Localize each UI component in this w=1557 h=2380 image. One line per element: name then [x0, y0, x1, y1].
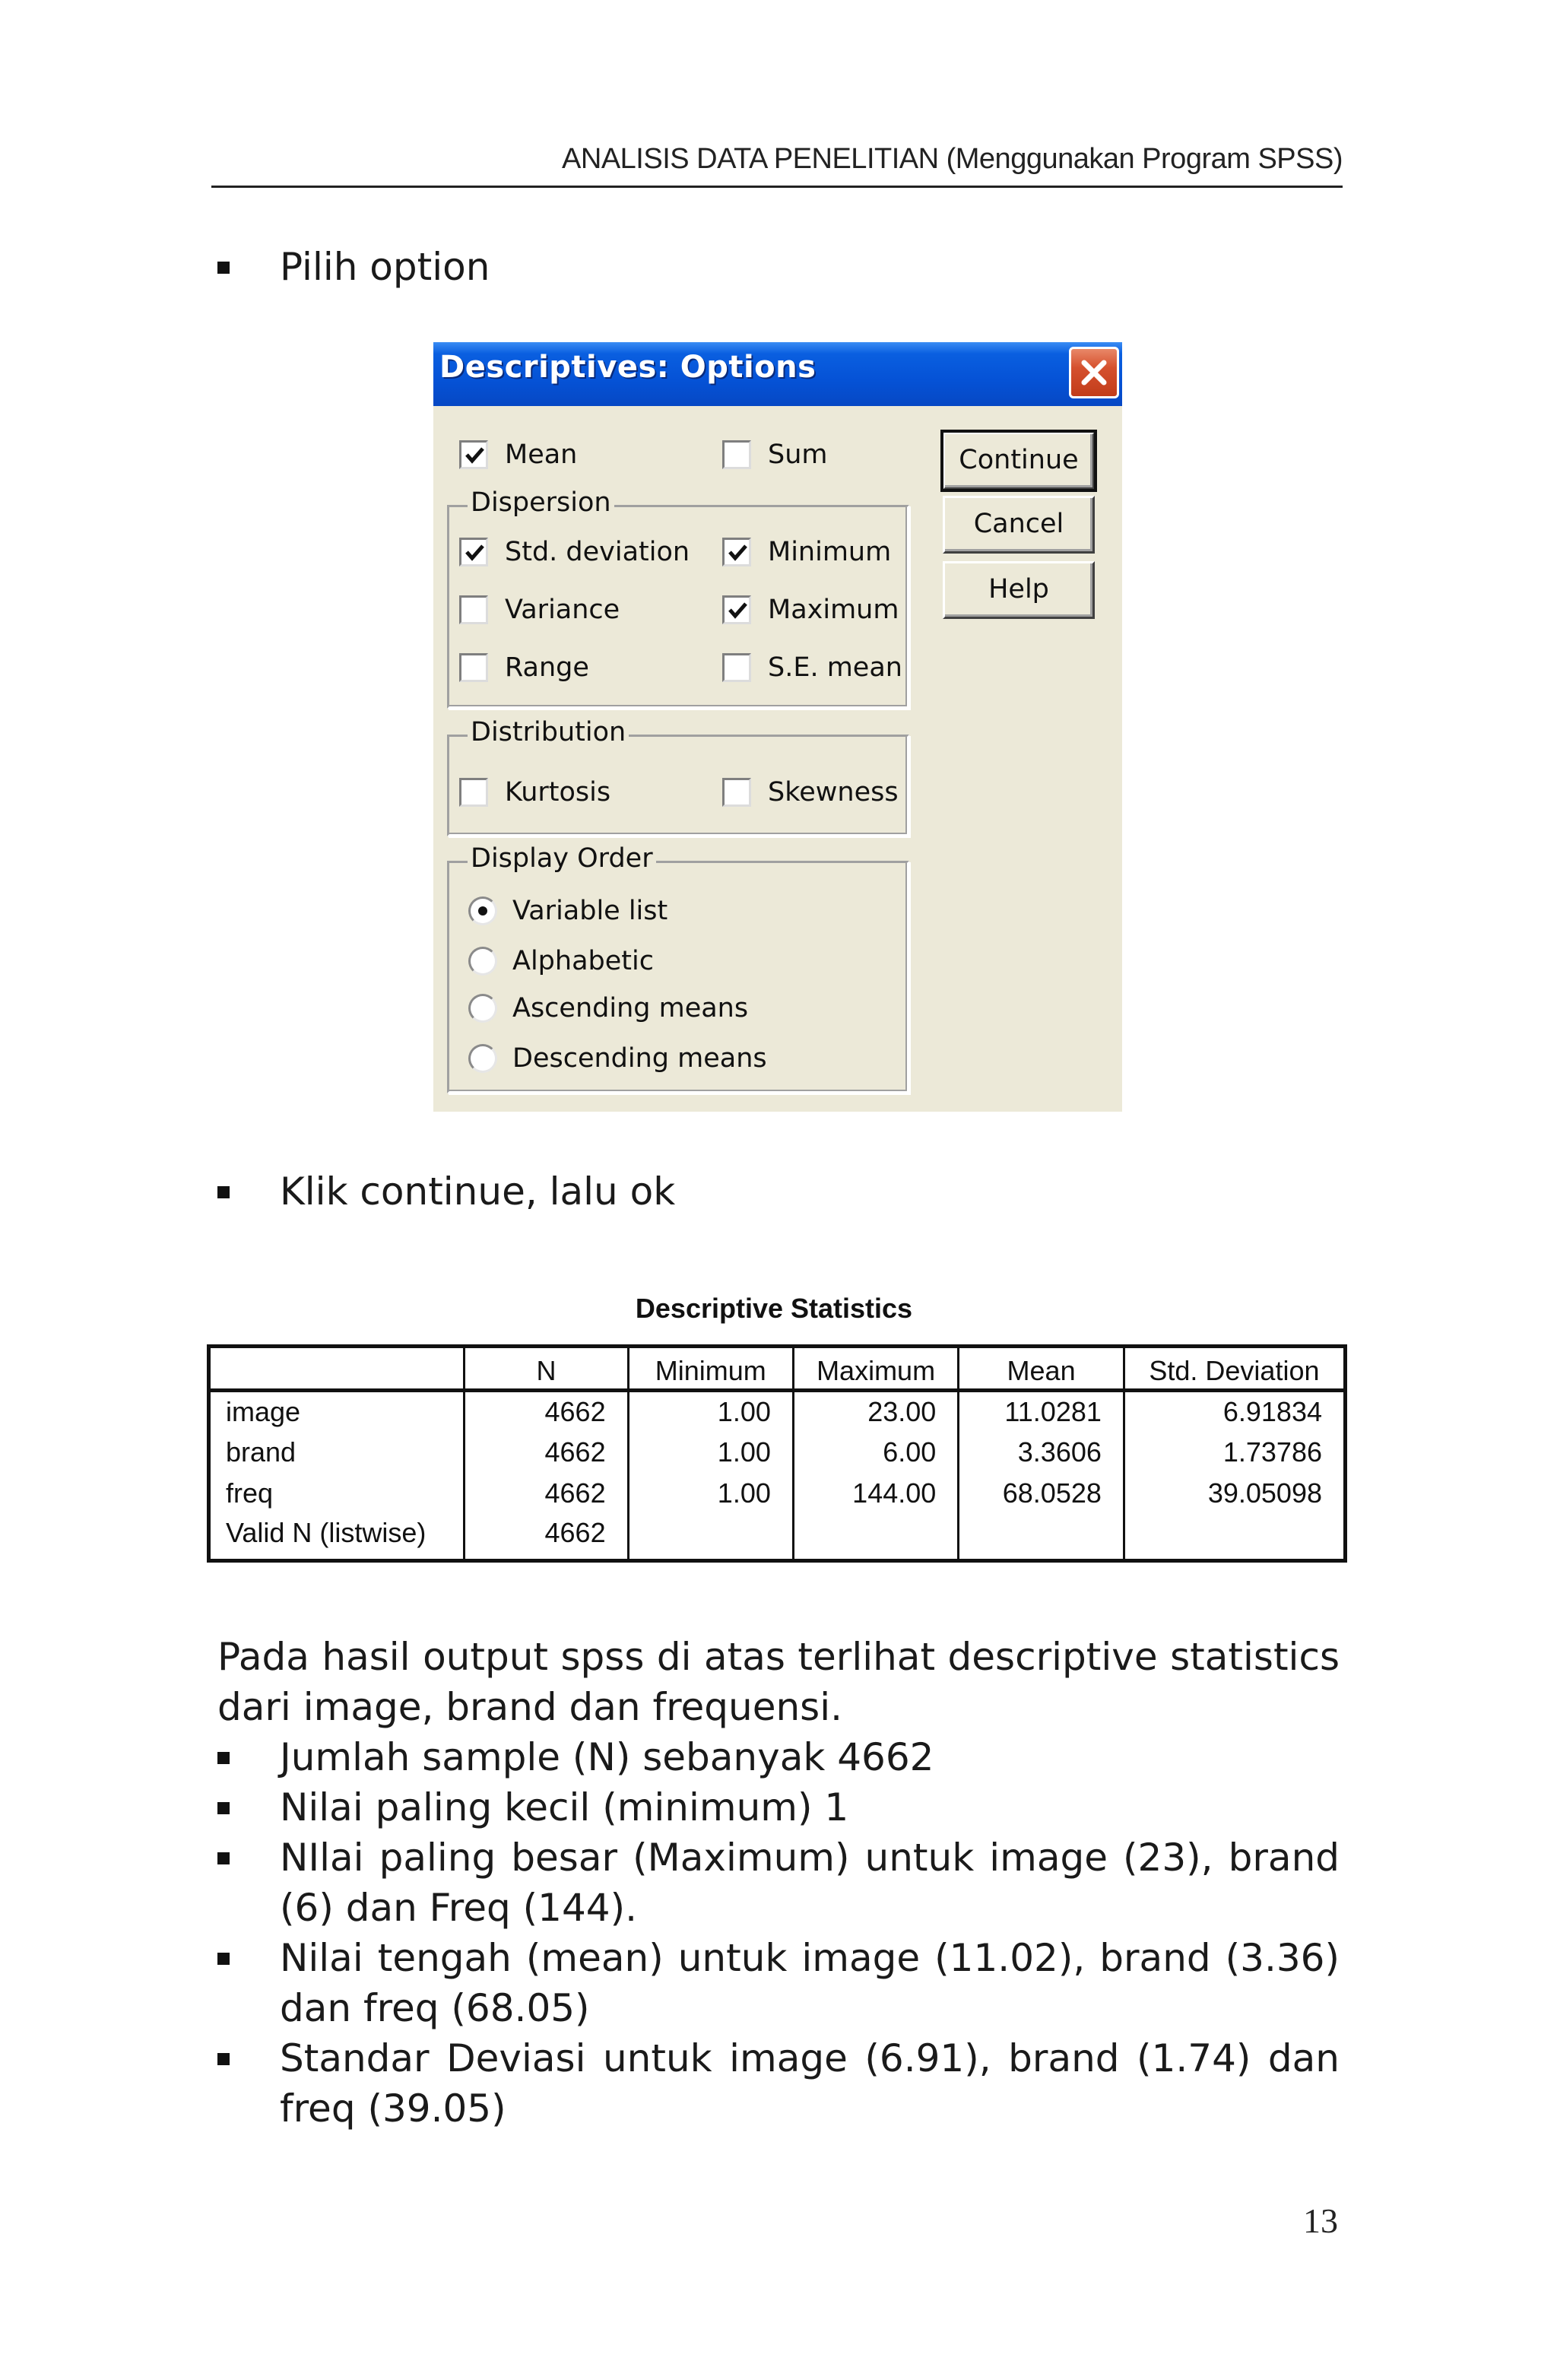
list-item	[217, 1782, 1340, 1833]
checkmark-icon	[726, 599, 749, 622]
cell-maximum: 6.00	[793, 1432, 958, 1473]
maximum-checkbox[interactable]	[722, 595, 899, 625]
cell-std-deviation: 6.91834	[1124, 1391, 1345, 1432]
cell-minimum: 1.00	[628, 1432, 793, 1473]
cancel-button[interactable]: Cancel	[943, 496, 1095, 554]
cell-mean: 3.3606	[959, 1432, 1124, 1473]
checkbox-box	[459, 653, 488, 682]
bullet-square-icon	[217, 1752, 230, 1764]
checkbox-label: S.E. mean	[768, 652, 902, 683]
step-text: Pilih option	[280, 245, 490, 289]
page-number: 13	[1303, 2201, 1338, 2240]
skewness-checkbox[interactable]	[722, 777, 899, 808]
checkbox-label: Sum	[768, 440, 828, 470]
checkbox-label: Range	[505, 652, 589, 683]
distribution-legend: Distribution	[468, 717, 629, 747]
help-button[interactable]: Help	[943, 561, 1095, 619]
close-icon	[1078, 357, 1110, 389]
descriptives-options-dialog	[433, 342, 1122, 1112]
dialog-titlebar[interactable]	[433, 342, 1122, 406]
checkbox-label: Std. deviation	[505, 537, 690, 567]
bullet-square-icon	[217, 2053, 230, 2065]
row-label: brand	[209, 1432, 465, 1473]
variance-checkbox[interactable]	[459, 595, 620, 625]
continue-button[interactable]: Continue	[943, 432, 1095, 490]
bullet-square-icon	[217, 1186, 230, 1198]
checkmark-icon	[463, 541, 486, 564]
radio-label: Ascending means	[512, 993, 749, 1023]
running-header: ANALISIS DATA PENELITIAN (Menggunakan Program SPSS)	[562, 143, 1343, 175]
minimum-checkbox[interactable]	[722, 537, 891, 567]
cell-empty	[959, 1514, 1124, 1561]
cell-empty	[1124, 1514, 1345, 1561]
cell-minimum: 1.00	[628, 1391, 793, 1432]
checkmark-icon	[726, 541, 749, 564]
intro-paragraph: Pada hasil output spss di atas terlihat descriptive statistics dari image, brand dan frequensi.	[217, 1635, 1340, 1729]
checkbox-box	[722, 440, 751, 469]
bullet-square-icon	[217, 1802, 230, 1814]
close-button[interactable]	[1069, 347, 1119, 398]
cell-maximum: 144.00	[793, 1473, 958, 1514]
list-item-text: Nilai tengah (mean) untuk image (11.02), brand (3.36) dan freq (68.05)	[280, 1936, 1340, 2030]
bullet-square-icon	[217, 262, 230, 274]
checkbox-label: Kurtosis	[505, 777, 611, 808]
mean-checkbox[interactable]	[459, 440, 577, 470]
column-header: Maximum	[793, 1347, 958, 1391]
bullet-square-icon	[217, 1852, 230, 1864]
kurtosis-checkbox[interactable]	[459, 777, 610, 808]
corner-cell	[209, 1347, 465, 1391]
cell-std-deviation: 1.73786	[1124, 1432, 1345, 1473]
descriptive-statistics-table	[207, 1344, 1347, 1563]
checkbox-box	[722, 778, 751, 807]
column-header: Minimum	[628, 1347, 793, 1391]
list-item	[217, 1732, 1340, 1782]
se-mean-checkbox[interactable]	[722, 652, 902, 683]
ascending-means-radio[interactable]	[468, 993, 748, 1023]
radio-label: Variable list	[512, 896, 668, 926]
row-label: Valid N (listwise)	[209, 1514, 465, 1561]
radio-circle	[468, 947, 497, 976]
list-item-text: Jumlah sample (N) sebanyak 4662	[280, 1735, 934, 1779]
table-title: Descriptive Statistics	[635, 1293, 913, 1324]
list-item-text: NIlai paling besar (Maximum) untuk image (23), brand (6) dan Freq (144).	[280, 1836, 1340, 1930]
radio-label: Descending means	[512, 1043, 767, 1074]
cell-std-deviation: 39.05098	[1124, 1473, 1345, 1514]
column-header: N	[465, 1347, 628, 1391]
cell-minimum: 1.00	[628, 1473, 793, 1514]
table-header-row	[209, 1347, 1346, 1391]
row-label: image	[209, 1391, 465, 1432]
list-item	[217, 1833, 1340, 1933]
descending-means-radio[interactable]	[468, 1043, 767, 1074]
list-item	[217, 1933, 1340, 2033]
checkbox-box	[722, 595, 751, 624]
row-label: freq	[209, 1473, 465, 1514]
checkbox-label: Variance	[505, 595, 620, 625]
step-text: Klik continue, lalu ok	[280, 1169, 676, 1214]
table-row	[209, 1391, 1346, 1432]
variable-list-radio[interactable]	[468, 896, 668, 926]
radio-dot-icon	[478, 906, 487, 916]
cell-n: 4662	[465, 1473, 628, 1514]
checkbox-box	[459, 538, 488, 566]
findings-list	[217, 1732, 1340, 2134]
header-rule	[211, 186, 1343, 188]
checkmark-icon	[463, 444, 486, 467]
cell-empty	[628, 1514, 793, 1561]
radio-circle	[468, 896, 497, 925]
radio-circle	[468, 994, 497, 1023]
column-header: Mean	[959, 1347, 1124, 1391]
checkbox-label: Maximum	[768, 595, 899, 625]
checkbox-box	[459, 595, 488, 624]
cell-n: 4662	[465, 1514, 628, 1561]
table-row	[209, 1514, 1346, 1561]
cell-maximum: 23.00	[793, 1391, 958, 1432]
bullet-square-icon	[217, 1953, 230, 1965]
checkbox-box	[722, 538, 751, 566]
checkbox-box	[459, 440, 488, 469]
radio-circle	[468, 1044, 497, 1073]
std-deviation-checkbox[interactable]	[459, 537, 690, 567]
display-order-legend: Display Order	[468, 843, 656, 874]
list-item	[217, 2033, 1340, 2134]
list-item-text: Nilai paling kecil (minimum) 1	[280, 1785, 849, 1829]
range-checkbox[interactable]	[459, 652, 589, 683]
alphabetic-radio[interactable]	[468, 946, 654, 976]
dialog-title: Descriptives: Options	[439, 350, 817, 385]
checkbox-box	[459, 778, 488, 807]
cell-mean: 68.0528	[959, 1473, 1124, 1514]
radio-label: Alphabetic	[512, 946, 654, 976]
dispersion-legend: Dispersion	[468, 487, 614, 518]
cell-empty	[793, 1514, 958, 1561]
checkbox-label: Mean	[505, 440, 578, 470]
cell-n: 4662	[465, 1391, 628, 1432]
cell-mean: 11.0281	[959, 1391, 1124, 1432]
cell-n: 4662	[465, 1432, 628, 1473]
sum-checkbox[interactable]	[722, 440, 828, 470]
column-header: Std. Deviation	[1124, 1347, 1345, 1391]
list-item-text: Standar Deviasi untuk image (6.91), brand (1.74) dan freq (39.05)	[280, 2036, 1340, 2131]
checkbox-label: Minimum	[768, 537, 892, 567]
table-row	[209, 1432, 1346, 1473]
table-row	[209, 1473, 1346, 1514]
checkbox-box	[722, 653, 751, 682]
checkbox-label: Skewness	[768, 777, 899, 808]
